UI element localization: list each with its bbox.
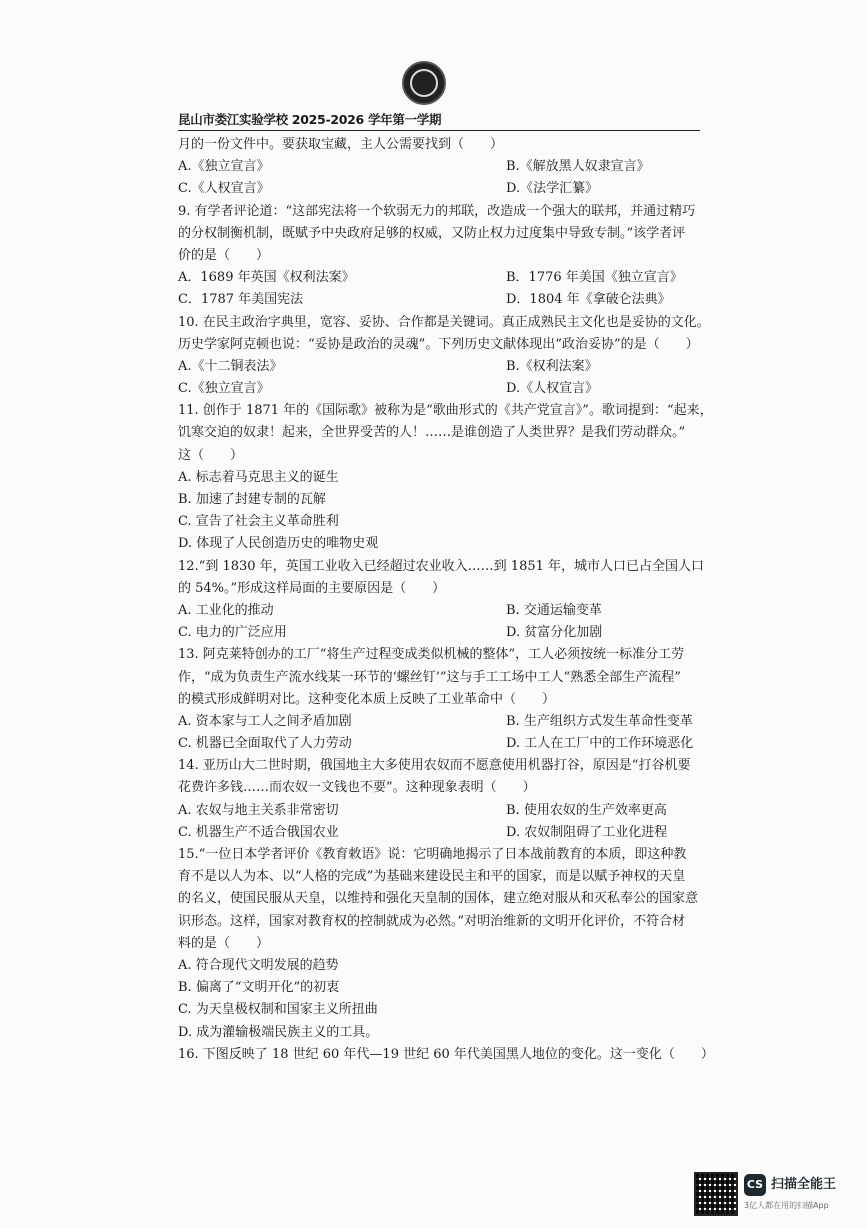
q15-stem-3: 的名义，使国民服从天皇，以维持和强化天皇制的国体，建立绝对服从和灭私奉公的国家意 bbox=[178, 891, 699, 907]
q15-option-b: B. 偏离了“文明开化”的初衷 bbox=[178, 980, 340, 996]
q10-option-c: C.《独立宣言》 bbox=[178, 381, 270, 397]
q8-option-c: C.《人权宣言》 bbox=[178, 181, 270, 197]
q13-stem-3: 的模式形成鲜明对比。这种变化本质上反映了工业革命中（ ） bbox=[178, 691, 556, 707]
q8-options-ab bbox=[178, 156, 718, 178]
q13-option-c: C. 机器已全面取代了人力劳动 bbox=[178, 736, 352, 752]
q8-tail: 月的一份文件中。要获取宝藏，主人公需要找到（ ） bbox=[178, 137, 504, 152]
q12-stem-1: 12.“到 1830 年，英国工业收入已经超过农业收入……到 1851 年，城市人口已占全国人口 bbox=[178, 558, 705, 574]
q9-options-ab bbox=[178, 267, 718, 289]
q12-options-cd bbox=[178, 622, 718, 644]
q12-option-b: B. 交通运输变革 bbox=[506, 602, 602, 618]
q11-stem-1: 11. 创作于 1871 年的《国际歌》被称为是“歌曲形式的《共产党宣言》”。歌词提到：“起来， bbox=[178, 403, 713, 419]
q10-stem-1: 10. 在民主政治字典里，宽容、妥协、合作都是关键词。真正成熟民主文化也是妥协的文化。 bbox=[178, 314, 710, 330]
q14-option-d: D. 农奴制阻碍了工业化进程 bbox=[506, 824, 668, 840]
page-header bbox=[178, 108, 700, 131]
q12-options-ab bbox=[178, 600, 718, 622]
q13-options-ab bbox=[178, 711, 718, 733]
q14-option-c: C. 机器生产不适合俄国农业 bbox=[178, 824, 339, 840]
q13-option-a: A. 资本家与工人之间矛盾加剧 bbox=[178, 713, 352, 729]
q14-option-a: A. 农奴与地主关系非常密切 bbox=[178, 802, 339, 818]
q15-stem-1: 15.“一位日本学者评价《教育敕语》说：它明确地揭示了日本战前教育的本质，即这种教 bbox=[178, 847, 687, 862]
q12-stem-2: 的 54%。”形成这样局面的主要原因是（ ） bbox=[178, 580, 446, 596]
q8-options-cd bbox=[178, 178, 718, 200]
q9-option-c: C．1787 年美国宪法 bbox=[178, 292, 304, 308]
q13-options-cd bbox=[178, 733, 718, 755]
q12-option-c: C. 电力的广泛应用 bbox=[178, 625, 287, 641]
q12-option-d: D. 贫富分化加剧 bbox=[506, 625, 603, 641]
q11-stem-2: 饥寒交迫的奴隶！起来，全世界受苦的人！……是谁创造了人类世界？是我们劳动群众。” bbox=[178, 425, 686, 441]
q14-stem-1: 14. 亚历山大二世时期，俄国地主大多使用农奴而不愿意使用机器打谷，原因是“打谷机要 bbox=[178, 758, 691, 774]
q11-stem-3: 这（ ） bbox=[178, 447, 244, 463]
q9-stem-1: 9. 有学者评论道：“这部宪法将一个软弱无力的邦联，改造成一个强大的联邦，并通过精巧 bbox=[178, 203, 696, 219]
q10-option-b: B.《权利法案》 bbox=[506, 358, 598, 374]
school-title: 昆山市娄江实验学校 2025-2026 学年第一学期 bbox=[178, 112, 442, 127]
q8-option-a: A.《独立宣言》 bbox=[178, 159, 270, 175]
q15-option-a: A. 符合现代文明发展的趋势 bbox=[178, 957, 339, 973]
q9-option-a: A．1689 年英国《权利法案》 bbox=[178, 270, 355, 286]
q10-stem-2: 历史学家阿克顿也说：“妥协是政治的灵魂”。下列历史文献体现出“政治妥协”的是（ ） bbox=[178, 336, 699, 352]
q15-option-d: D. 成为灌输极端民族主义的工具。 bbox=[178, 1024, 379, 1040]
q11-option-b: B. 加速了封建专制的瓦解 bbox=[178, 492, 326, 507]
q14-stem-2: 花费许多钱……而农奴一文钱也不要”。这种现象表明（ ） bbox=[178, 780, 536, 796]
qr-code-icon bbox=[694, 1172, 738, 1216]
q16-stem-1: 16. 下图反映了 18 世纪 60 年代—19 世纪 60 年代美国黑人地位的变化。这一变化（ ） bbox=[178, 1046, 714, 1062]
camscanner-name: 扫描全能王 bbox=[771, 1177, 837, 1192]
q10-options-ab bbox=[178, 356, 718, 378]
q15-stem-2: 育不是以人为本、以“人格的完成”为基础来建设民主和平的国家，而是以赋予神权的天皇 bbox=[178, 869, 686, 885]
camscanner-logo: CS bbox=[744, 1174, 766, 1196]
q9-option-b: B．1776 年美国《独立宣言》 bbox=[506, 270, 683, 286]
q14-options-cd bbox=[178, 822, 718, 844]
q15-stem-4: 识形态。这样，国家对教育权的控制就成为必然。”对明治维新的文明开化评价，不符合材 bbox=[178, 913, 686, 929]
q15-option-c: C. 为天皇极权制和国家主义所扭曲 bbox=[178, 1002, 378, 1018]
q8-option-d: D.《法学汇纂》 bbox=[506, 181, 599, 197]
exam-content bbox=[178, 134, 718, 1066]
q9-option-d: D．1804 年《拿破仑法典》 bbox=[506, 292, 671, 308]
q12-option-a: A. 工业化的推动 bbox=[178, 602, 274, 618]
q14-option-b: B. 使用农奴的生产效率更高 bbox=[506, 802, 667, 818]
q9-stem-3: 价的是（ ） bbox=[178, 247, 270, 263]
school-seal-icon bbox=[402, 61, 446, 105]
q13-stem-1: 13. 阿克莱特创办的工厂“将生产过程变成类似机械的整体”，工人必须按统一标准分工劳 bbox=[178, 647, 685, 663]
q13-option-b: B. 生产组织方式发生革命性变革 bbox=[506, 713, 693, 729]
q15-stem-5: 料的是（ ） bbox=[178, 935, 270, 951]
q13-stem-2: 作，“成为负责生产流水线某一环节的‘螺丝钉’”这与手工工场中工人“熟悉全部生产流程” bbox=[178, 669, 681, 685]
q9-options-cd bbox=[178, 289, 718, 311]
q11-option-d: D. 体现了人民创造历史的唯物史观 bbox=[178, 536, 379, 552]
q9-stem-2: 的分权制衡机制，既赋予中央政府足够的权威，又防止权力过度集中导致专制。”该学者评 bbox=[178, 225, 686, 241]
camscanner-tagline: 3亿人都在用的扫描App bbox=[744, 1201, 829, 1210]
q10-option-a: A.《十二铜表法》 bbox=[178, 358, 283, 374]
q8-option-b: B.《解放黑人奴隶宣言》 bbox=[506, 159, 650, 175]
q11-option-a: A. 标志着马克思主义的诞生 bbox=[178, 469, 339, 485]
q13-option-d: D. 工人在工厂中的工作环境恶化 bbox=[506, 736, 694, 752]
q14-options-ab bbox=[178, 800, 718, 822]
q10-option-d: D.《人权宣言》 bbox=[506, 381, 599, 397]
q11-option-c: C. 宣告了社会主义革命胜利 bbox=[178, 514, 339, 530]
q10-options-cd bbox=[178, 378, 718, 400]
